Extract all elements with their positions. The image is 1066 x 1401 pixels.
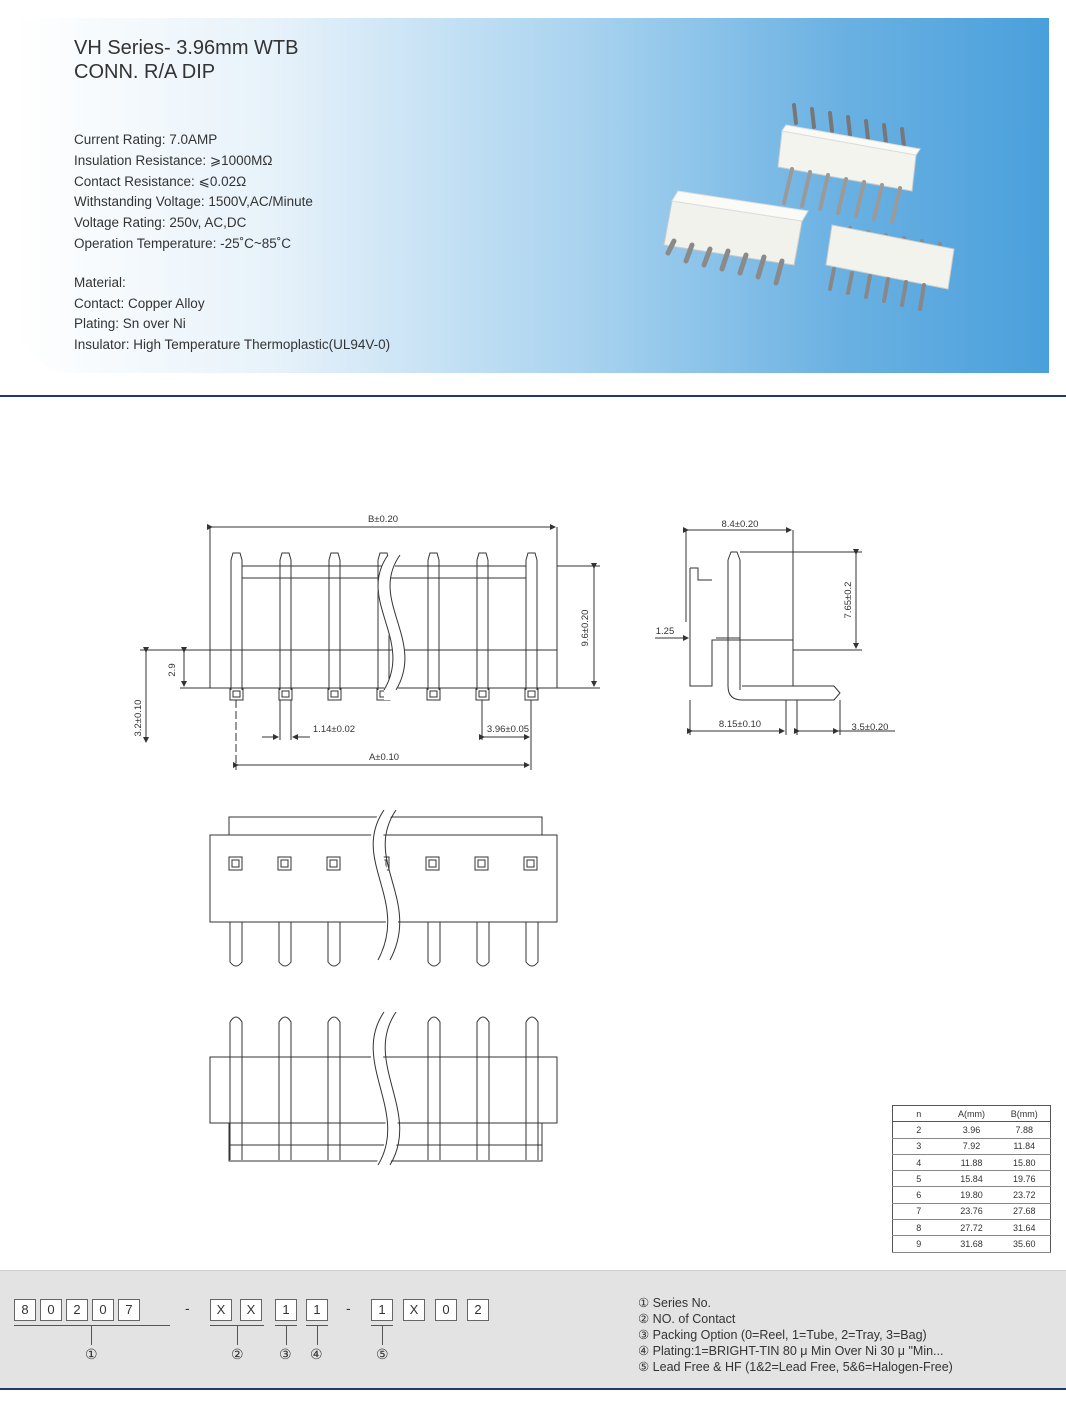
footer-divider [0,1388,1066,1390]
pn-mark-2: ② [231,1347,244,1363]
spec-insulation: Insulation Resistance: ⩾1000MΩ [74,152,273,168]
pn-digit: 2 [467,1299,489,1321]
spec-voltage: Voltage Rating: 250v, AC,DC [74,215,247,231]
cell: 23.76 [945,1203,999,1219]
legend-item: ③ Packing Option (0=Reel, 1=Tube, 2=Tray, 3=Bag) [638,1328,927,1342]
cell: 5 [893,1171,945,1187]
pn-digit: 7 [118,1299,140,1321]
spec-contact-res: Contact Resistance: ⩽0.02Ω [74,173,247,189]
cell: 4 [893,1154,945,1170]
bottom-view [210,1012,557,1165]
pn-tick [317,1325,318,1345]
dim-a: A±0.10 [368,752,400,763]
pn-mark-3: ③ [279,1347,292,1363]
cell: 8 [893,1220,945,1236]
pn-dash: - [185,1300,190,1316]
cell: 2 [893,1122,945,1138]
pn-dash: - [346,1300,351,1316]
cell: 19.76 [999,1171,1051,1187]
dim-3-5: 3.5±0.20 [851,722,889,733]
pn-digit: X [403,1299,425,1321]
col-b: B(mm) [999,1106,1051,1122]
table-row [893,1220,1051,1236]
cell: 31.64 [999,1220,1051,1236]
cell: 7.92 [945,1138,999,1154]
title-line-2: CONN. R/A DIP [74,61,216,83]
material-insulator: Insulator: High Temperature Thermoplastic(UL94V-0) [74,337,391,353]
cell: 19.80 [945,1187,999,1203]
dim-2-9: 2.9 [167,663,178,677]
table-row [893,1236,1051,1252]
table-header-row [893,1106,1051,1122]
cell: 6 [893,1187,945,1203]
pn-digit: 1 [275,1299,297,1321]
material-plating: Plating: Sn over Ni [74,316,186,332]
pn-digit: 8 [14,1299,36,1321]
pn-digit: X [210,1299,232,1321]
cell: 27.68 [999,1203,1051,1219]
pn-tick [286,1325,287,1345]
dim-b: B±0.20 [367,514,399,525]
pn-mark-4: ④ [310,1347,323,1363]
table-row [893,1187,1051,1203]
dim-3-2: 3.2±0.10 [133,699,144,737]
spec-current: Current Rating: 7.0AMP [74,132,218,147]
pn-mark-1: ① [85,1347,98,1363]
spec-temperature: Operation Temperature: -25˚C~85˚C [74,235,291,251]
dim-pin-width: 1.14±0.02 [312,724,356,735]
table-row [893,1122,1051,1138]
material-heading: Material: [74,274,126,290]
dim-1-25: 1.25 [655,626,675,637]
table-row [893,1154,1051,1170]
cell: 7 [893,1203,945,1219]
cell: 7.88 [999,1122,1051,1138]
cell: 3.96 [945,1122,999,1138]
pn-mark-5: ⑤ [376,1347,389,1363]
spec-withstanding: Withstanding Voltage: 1500V,AC/Minute [74,194,313,210]
dim-7-65: 7.65±0.2 [843,581,854,619]
table-row [893,1138,1051,1154]
table-row [893,1203,1051,1219]
pn-tick [382,1325,383,1345]
cell: 23.72 [999,1187,1051,1203]
cell: 31.68 [945,1236,999,1252]
legend-item: ④ Plating:1=BRIGHT-TIN 80 μ Min Over Ni 30 μ "Min... [638,1344,944,1358]
col-a: A(mm) [945,1106,999,1122]
side-view [655,530,895,735]
dimension-table [892,1105,1051,1253]
cell: 15.84 [945,1171,999,1187]
pn-tick [237,1325,238,1345]
pn-digit: 1 [371,1299,393,1321]
legend-item: ② NO. of Contact [638,1312,736,1326]
col-n: n [893,1106,945,1122]
cell: 35.60 [999,1236,1051,1252]
dim-9-6: 9.6±0.20 [580,609,591,647]
pn-tick [91,1325,92,1345]
material-contact: Contact: Copper Alloy [74,295,205,311]
title-line-1: VH Series- 3.96mm WTB [74,37,299,59]
cell: 15.80 [999,1154,1051,1170]
cell: 11.84 [999,1138,1051,1154]
pn-digit: X [240,1299,262,1321]
dim-pitch: 3.96±0.05 [486,724,530,735]
front-view [140,527,600,770]
pn-digit: 0 [40,1299,62,1321]
pn-underline [14,1325,170,1326]
legend-item: ① Series No. [638,1296,712,1310]
pn-digit: 2 [66,1299,88,1321]
pn-digit: 0 [92,1299,114,1321]
cell: 27.72 [945,1220,999,1236]
pn-digit: 0 [435,1299,457,1321]
table-row [893,1171,1051,1187]
cell: 9 [893,1236,945,1252]
part-number-legend [638,1295,953,1375]
top-view [210,810,557,966]
cell: 3 [893,1138,945,1154]
legend-item: ⑤ Lead Free & HF (1&2=Lead Free, 5&6=Halogen-Free) [638,1360,953,1374]
dim-8-15: 8.15±0.10 [718,719,762,730]
cell: 11.88 [945,1154,999,1170]
part-number-footer [0,1270,1066,1388]
pn-digit: 1 [306,1299,328,1321]
dim-8-4: 8.4±0.20 [721,519,759,530]
